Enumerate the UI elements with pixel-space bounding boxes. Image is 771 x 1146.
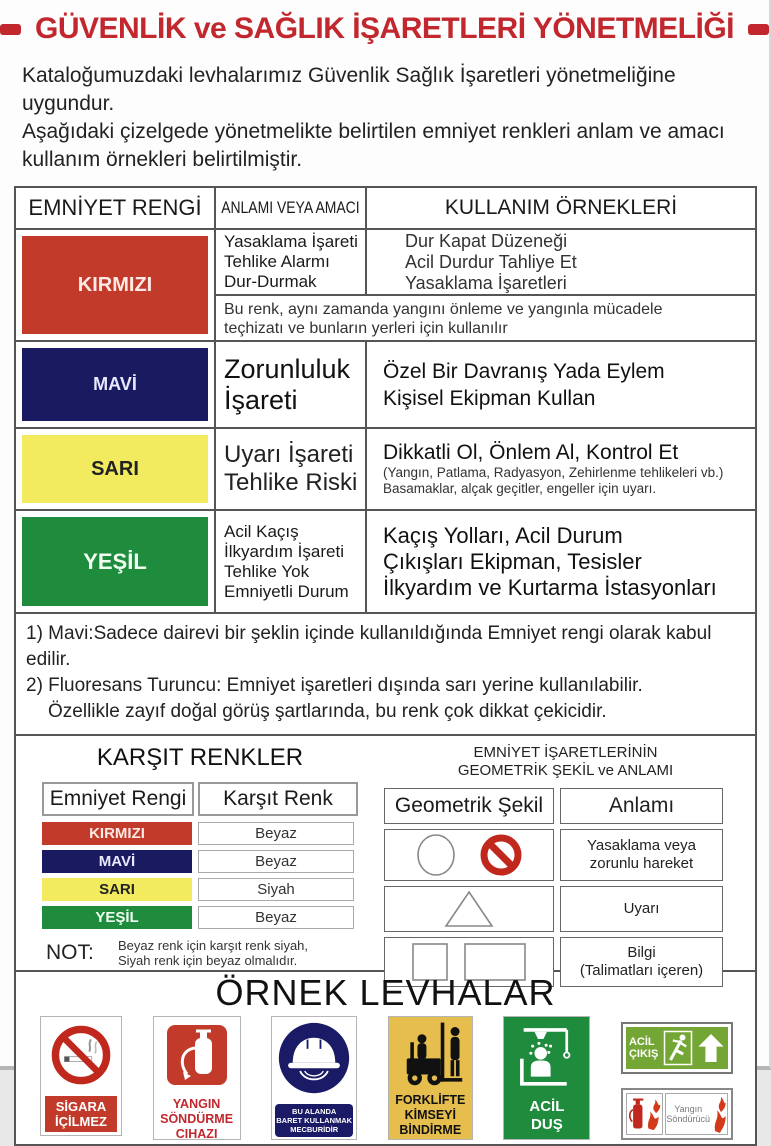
contrast-row-sari xyxy=(42,878,376,901)
no-smoking-icon xyxy=(48,1022,114,1088)
intro-paragraph xyxy=(22,62,747,174)
red-extra-note: Bu renk, aynı zamanda yangını önleme ve yangınla mücadele teçhizatı ve bunların yerleri için kullanılır xyxy=(216,294,755,340)
circle-outline-icon xyxy=(415,833,457,877)
contrast-value: Beyaz xyxy=(198,906,354,929)
title-dash-right-icon xyxy=(748,24,769,35)
meaning-cell: Uyarı xyxy=(560,886,723,932)
table-row-yesil xyxy=(16,511,755,612)
intro-line: kullanım örnekleri belirtilmiştir. xyxy=(22,148,303,171)
sign-emergency-exit: ACİL ÇIKIŞ xyxy=(621,1022,733,1074)
hard-hat-icon xyxy=(277,1021,351,1097)
contrast-swatch-kirmizi: KIRMIZI xyxy=(42,822,192,845)
contrast-note: NOT: Beyaz renk için karşıt renk siyah, Siyah renk için beyaz olmalıdır. xyxy=(42,938,376,968)
column-header-examples: KULLANIM ÖRNEKLERİ xyxy=(444,196,678,219)
intro-line: Kataloğumuzdaki levhalarımız Güvenlik Sağlık İşaretleri yönetmeliğine uygundur. xyxy=(22,64,676,115)
color-swatch-sari: SARI xyxy=(22,435,208,503)
page-title: GÜVENLİK ve SAĞLIK İŞARETLERİ YÖNETMELİĞİ xyxy=(34,12,735,45)
contrast-row-kirmizi xyxy=(42,822,376,845)
sign-fire-extinguisher-device: YANGIN SÖNDÜRME CIHAZI xyxy=(153,1016,241,1140)
geometry-table xyxy=(376,736,755,979)
extinguisher-flames-icon xyxy=(628,1094,662,1134)
contrast-row-mavi xyxy=(42,850,376,873)
page-header xyxy=(0,0,769,46)
geometry-title-line1: EMNİYET İŞARETLERİNİN xyxy=(473,744,658,761)
contrast-swatch-sari: SARI xyxy=(42,878,192,901)
title-dash-left-icon xyxy=(0,24,21,35)
safety-color-table xyxy=(14,186,757,614)
forklift-icon xyxy=(394,1019,466,1087)
color-swatch-mavi: MAVİ xyxy=(22,348,208,421)
right-sign-column xyxy=(621,1016,733,1140)
note-label: NOT: xyxy=(46,941,94,964)
shape-cell-circle xyxy=(384,829,554,881)
color-cell xyxy=(16,429,216,509)
footnote-2: 2) Fluoresans Turuncu: Emniyet işaretleri dışında sarı yerine kullanılabilir. xyxy=(26,675,643,696)
arrow-up-icon xyxy=(697,1032,725,1064)
contrast-value: Beyaz xyxy=(198,822,354,845)
examples-cell: Özel Bir Davranış Yada Eylem Kişisel Ekipman Kullan xyxy=(383,359,665,410)
fire-extinguisher-icon xyxy=(165,1024,229,1086)
table-header-row xyxy=(16,188,755,230)
sample-signs-section xyxy=(14,970,757,1146)
sign-hard-hat-mandatory: BU ALANDA BARET KULLANMAK MECBURİDİR xyxy=(271,1016,357,1140)
flame-icon xyxy=(711,1095,727,1133)
footnote-2-continued: Özellikle zayıf doğal görüş şartlarında, bu renk çok dikkat çekicidir. xyxy=(48,701,607,722)
contrast-swatch-mavi: MAVİ xyxy=(42,850,192,873)
color-cell xyxy=(16,342,216,427)
extinguisher-pictogram-cell xyxy=(626,1093,663,1135)
meaning-cell: Acil Kaçış İlkyardım İşareti Tehlike Yok Emniyetli Durum xyxy=(216,511,367,612)
examples-cell: Dur Kapat Düzeneği Acil Durdur Tahliye Et Yasaklama İşaretleri xyxy=(405,230,577,293)
intro-line: Aşağıdaki çizelgede yönetmelikte belirtilen emniyet renkleri anlam ve amacı xyxy=(22,120,725,143)
table-row-mavi xyxy=(16,342,755,429)
middle-section xyxy=(14,734,757,979)
running-man-icon xyxy=(663,1030,693,1066)
geometry-header-meaning: Anlamı xyxy=(560,788,723,824)
contrast-swatch-yesil: YEŞİL xyxy=(42,906,192,929)
sign-forklift-no-riders: FORKLİFTE KİMSEYİ BİNDİRME xyxy=(388,1016,473,1140)
triangle-outline-icon xyxy=(443,889,495,929)
meaning-cell: Yasaklama İşareti Tehlike Alarmı Dur-Durmak xyxy=(216,230,367,294)
contrast-header-contrast: Karşıt Renk xyxy=(198,782,358,816)
sign-emergency-shower: ACİL DUŞ xyxy=(503,1016,590,1140)
footnotes-box xyxy=(14,612,757,736)
column-header-color: EMNİYET RENGİ xyxy=(16,188,216,228)
prohibition-icon xyxy=(479,833,523,877)
geometry-header-shape: Geometrik Şekil xyxy=(384,788,554,824)
extinguisher-label-cell: Yangın Söndürücü xyxy=(665,1093,728,1135)
meaning-cell: Zorunluluk İşareti xyxy=(216,342,367,427)
contrast-header-color: Emniyet Rengi xyxy=(42,782,194,816)
footnote-1: 1) Mavi:Sadece dairevi bir şeklin içinde kullanıldığında Emniyet rengi olarak kabul edilir. xyxy=(26,623,712,670)
meaning-cell: Yasaklama veya zorunlu hareket xyxy=(560,829,723,881)
geometry-title-line2: GEOMETRİK ŞEKİL ve ANLAMI xyxy=(457,762,674,779)
table-row-sari xyxy=(16,429,755,511)
samples-title: ÖRNEK LEVHALAR xyxy=(215,972,556,1013)
color-swatch-yesil: YEŞİL xyxy=(22,517,208,606)
contrast-value: Siyah xyxy=(198,878,354,901)
emergency-shower-icon xyxy=(511,1021,583,1091)
examples-cell: Kaçış Yolları, Acil Durum Çıkışları Ekipman, Tesisler İlkyardım ve Kurtarma İstasyonları xyxy=(383,522,717,600)
table-row-kirmizi xyxy=(16,230,755,342)
meaning-cell: Uyarı İşareti Tehlike Riski xyxy=(216,429,367,509)
examples-cell: Dikkatli Ol, Önlem Al, Kontrol Et (Yangın, Patlama, Radyasyon, Zehirlenme tehlikeleri vb.) Basamaklar, alçak geçitler, engeller için uyarı. xyxy=(383,441,724,496)
meaning-cell: Bilgi (Talimatları içeren) xyxy=(560,937,723,987)
contrast-table-title: KARŞIT RENKLER xyxy=(96,744,304,771)
sign-fire-extinguisher-location xyxy=(621,1088,733,1140)
contrast-value: Beyaz xyxy=(198,850,354,873)
color-cell xyxy=(16,230,216,340)
contrast-row-yesil xyxy=(42,906,376,929)
contrast-colors-table xyxy=(16,736,376,970)
shape-cell-triangle xyxy=(384,886,554,932)
color-swatch-kirmizi: KIRMIZI xyxy=(22,236,208,334)
column-header-meaning: ANLAMI VEYA AMACI xyxy=(216,188,367,228)
sign-no-smoking: SİGARA İÇİLMEZ xyxy=(40,1016,122,1136)
color-cell xyxy=(16,511,216,612)
